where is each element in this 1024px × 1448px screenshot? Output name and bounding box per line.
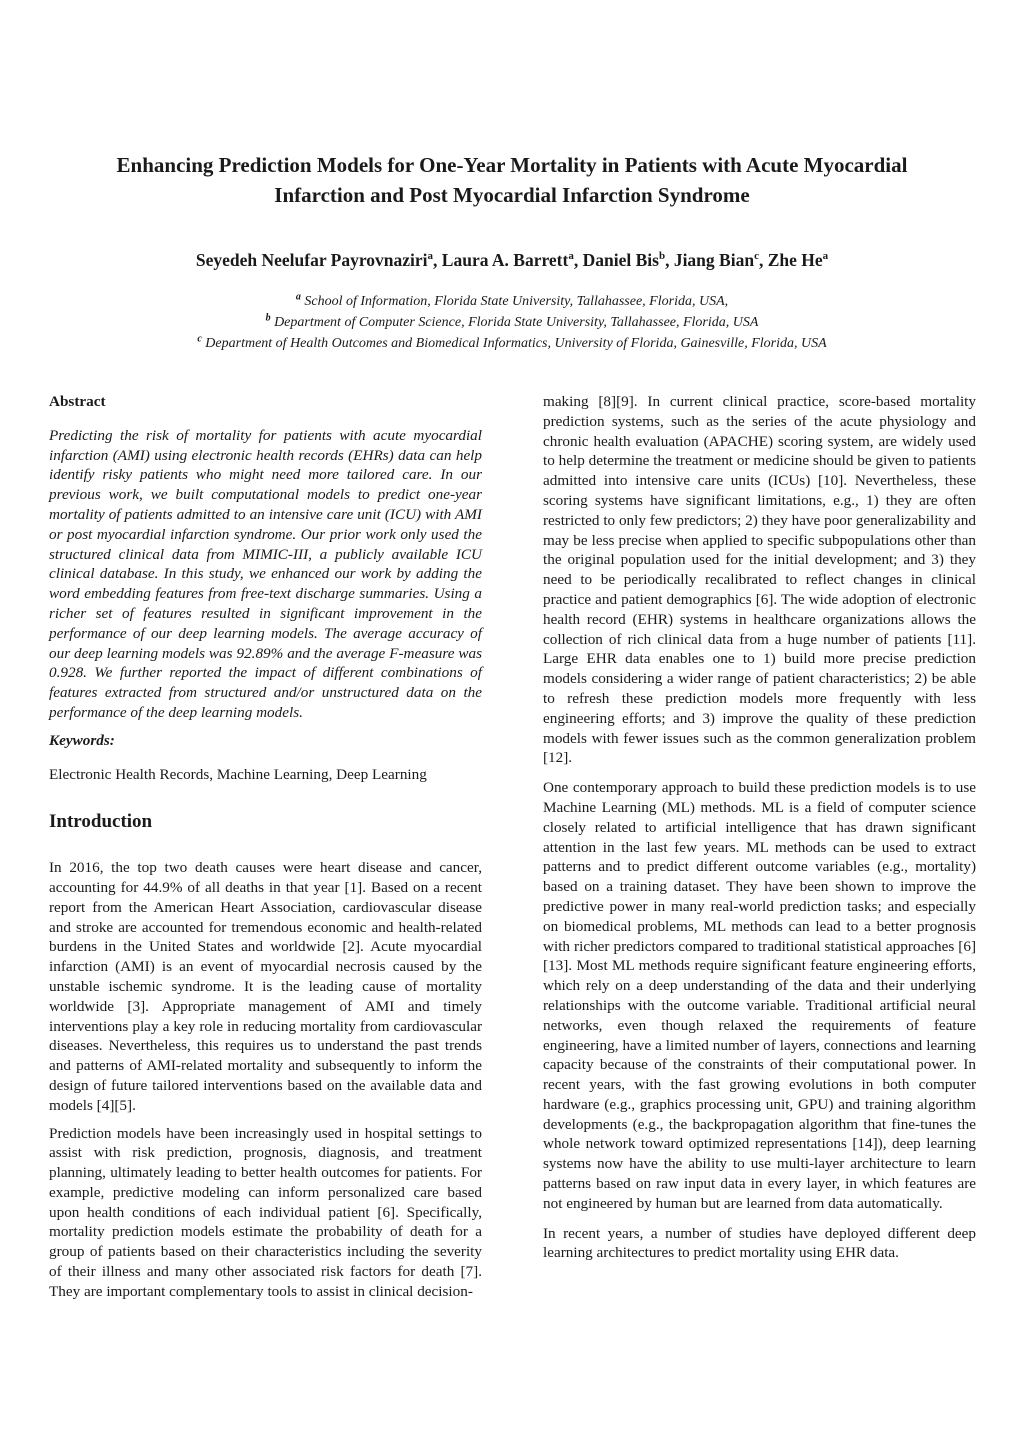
author: Zhe He$^a$ [767,250,829,270]
body-paragraph: In recent years, a number of studies have deployed different deep learning architectures to predict mortality using EHR data. [543,1224,976,1262]
author: Seyedeh Neelufar Payrovnaziri$^a$, [195,250,442,270]
left-column [49,392,482,1302]
author: Jiang Bian$^c$, [673,250,768,270]
paper-title-line-1: Enhancing Prediction Models for One-Year Mortality in Patients with Acute Myocardial [116,153,908,177]
abstract-heading: Abstract [49,393,106,410]
affiliation: $^c$ Department of Health Outcomes and Biomedical Informatics, University of Florida, Gainesville, Florida, USA [197,333,827,351]
introduction-paragraph: In 2016, the top two death causes were heart disease and cancer, accounting for 44.9% of all deaths in that year [1]. Based on a recent report from the American Heart Association, cardiovascular disease and stroke are accounted for tremendous economic and health-related burdens in the United States and worldwide [2]. Acute myocardial infarction (AMI) is an event of myocardial necrosis caused by the unstable ischemic syndrome. It is the leading cause of mortality worldwide [3]. Appropriate management of AMI and timely interventions play a key role in reducing mortality from cardiovascular diseases. Nevertheless, this requires us to understand the past trends and patterns of AMI-related mortality and subsequently to inform the design of future tailored interventions based on the available data and models [4][5]. [49,859,482,1114]
body-paragraph: One contemporary approach to build these prediction models is to use Machine Learning (ML) methods. ML is a field of computer science closely related to artificial intelligence that has drawn significant attention in the last few years. ML methods can be used to extract patterns and to predict different outcome variables (e.g., mortality) based on a training dataset. They have been shown to improve the predictive power in many real-world prediction tasks; and especially on biomedical problems, ML methods can lead to a better prognosis with richer predictors compared to traditional statistical approaches [6][13]. Most ML methods require significant feature engineering efforts, which rely on a deep understanding of the data and their underlying relationships with the outcome variable. Traditional artificial neural networks, even though relaxed the requirements of feature engineering, have a limited number of layers, connections and learning capacity because of the constraints of their computational power. In recent years, with the fast growing evolutions in both computer hardware (e.g., graphics processing unit, GPU) and training algorithm developments (e.g., the backpropagation algorithm that fine-tunes the whole network toward optimized representations [14]), deep learning systems now have the ability to use multi-layer architecture to learn patterns based on raw input data in every layer, in which features are not engineered by human but are learned from data automatically. [543,779,976,1212]
keywords-heading: Keywords: [49,731,115,749]
author: Daniel Bis$^b$, [582,250,674,270]
body-paragraph: making [8][9]. In current clinical practice, score-based mortality prediction systems, such as the series of the acute physiology and chronic health evaluation (APACHE) scoring system, are widely used to help determine the treatment or medicine should be given to patients admitted into intensive care units (ICUs) [10]. Nevertheless, these scoring systems have significant limitations, e.g., 1) they are often restricted to only few predictors; 2) they have poor generalizability and may be less precise when applied to specific subpopulations other than the original population used for the initial development; and 3) they need to be periodically recalibrated to reflect changes in clinical practice and patient demographics [6]. The wide adoption of electronic health record (EHR) systems in healthcare organizations allows the collection of rich clinical data from a huge number of patients [11]. Large EHR data enables one to 1) build more precise prediction models considering a wider range of patient characteristics; 2) be able to refresh these prediction models more frequently with less engineering efforts; and 3) improve the quality of these prediction models with fewer issues such as the common generalization problem [12]. [543,393,976,767]
affiliation-list [40,291,984,354]
introduction-paragraph: Prediction models have been increasingly used in hospital settings to assist with risk prediction, prognosis, diagnosis, and treatment planning, ultimately leading to better health outcomes for patients. For example, predictive modeling can inform personalized care based upon health conditions of each individual patient [6]. Specifically, mortality prediction models estimate the probability of death for a group of patients based on their characteristics including the severity of their illness and many other associated risk factors for death [7]. They are important complementary tools to assist in clinical decision- [49,1124,482,1300]
affiliation: $^b$ Department of Computer Science, Florida State University, Tallahassee, Florida, USA [265,312,759,330]
introduction-heading: Introduction [49,811,153,833]
affiliation: $^a$ School of Information, Florida State University, Tallahassee, Florida, USA, [295,291,729,309]
paper-title [40,150,984,210]
author-list [40,248,984,272]
paper-title-line-2: Infarction and Post Myocardial Infarction Syndrome [274,183,750,207]
abstract-body: Predicting the risk of mortality for patients with acute myocardial infarction (AMI) using electronic health records (EHRs) data can help identify risky patients who might need more tailored care. In our previous work, we built computational models to predict one-year mortality of patients admitted to an intensive care unit (ICU) with AMI or post myocardial infarction syndrome. Our prior work only used the structured clinical data from MIMIC-III, a publicly available ICU clinical database. In this study, we enhanced our work by adding the word embedding features from free-text discharge summaries. Using a richer set of features resulted in significant improvement in the performance of our deep learning models. The average accuracy of our deep learning models was 92.89% and the average F-measure was 0.928. We further reported the impact of different combinations of features extracted from structured and/or unstructured data on the performance of the deep learning models. [49,426,482,721]
keywords-body: Electronic Health Records, Machine Learning, Deep Learning [49,765,427,783]
right-column [543,392,976,1263]
author: Laura A. Barrett$^a$, [441,250,583,270]
